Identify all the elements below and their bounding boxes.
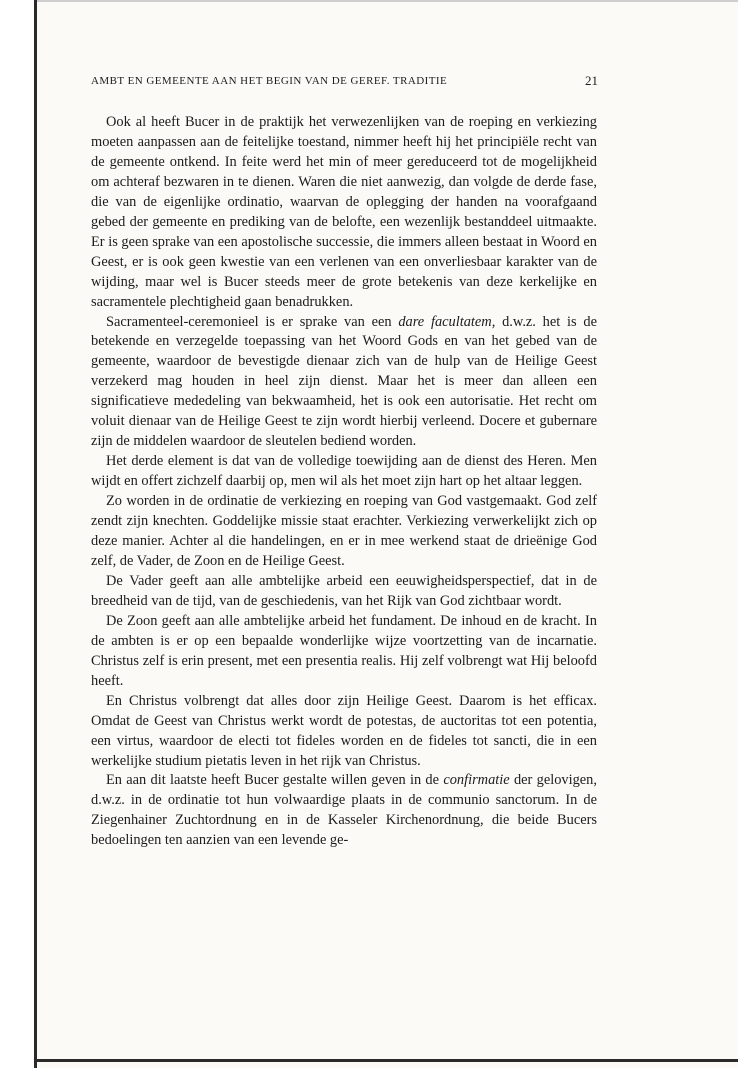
scan-bottom-edge bbox=[34, 1059, 738, 1062]
paragraph-text: De Zoon geeft aan alle ambtelijke arbeid het fundament. De inhoud en de kracht. In de ambten is er op een bepaalde wonderlijke wijze voortzetting van de incarnatie. Christus zelf is erin present, met een presentia realis. Hij zelf volbrengt wat Hij beloofd heeft. bbox=[91, 612, 597, 689]
paragraph-emphasis: confirmatie bbox=[443, 772, 510, 789]
paragraph-text: Het derde element is dat van de volledige toewijding aan de dienst des Heren. Men wijdt en offert zichzelf daarbij op, men wil als het moet zijn hart op het altaar leggen. bbox=[91, 453, 597, 490]
paragraph-emphasis: dare facultatem, bbox=[398, 313, 496, 330]
paragraph-8 bbox=[91, 771, 597, 851]
paragraph-3 bbox=[91, 452, 597, 492]
paragraph-4 bbox=[91, 492, 597, 572]
scan-left-edge bbox=[34, 0, 37, 1068]
running-head bbox=[91, 73, 598, 93]
paragraph-text: der gelovigen, d.w.z. in de ordinatie tot hun volwaardige plaats in de communio sanctorum. In de Ziegenhainer Zuchtordnung en in de Kasseler Kirchenordnung, die beide Bucers bedoelingen ten aanzien van een levende ge- bbox=[91, 772, 597, 849]
paragraph-text: d.w.z. het is de betekende en verzegelde toepassing van het Woord Gods en van het gebed van de gemeente, waardoor de bevestigde dienaar zich van de hulp van de Heilige Geest verzekerd mag houden in heel zijn dienst. Maar het is meer dan alleen een significatieve mededeling van bekwaamheid, het is ook een autorisatie. Het recht om voluit dienaar van de Heilige Geest te zijn wordt hierbij verleend. Docere et gubernare zijn de middelen waardoor de sleutelen bediend worden. bbox=[91, 313, 597, 450]
paragraph-text: Zo worden in de ordinatie de verkiezing en roeping van God vastgemaakt. God zelf zendt zijn knechten. Goddelijke missie staat erachter. Verkiezing verwerkelijkt zich op deze manier. Achter al die handelingen, en er in mee werkend staat de drieënige God zelf, de Vader, de Zoon en de Heilige Geest. bbox=[91, 493, 597, 569]
paragraph-text: Sacramenteel-ceremonieel is er sprake van een bbox=[106, 313, 399, 330]
paragraph-5 bbox=[91, 572, 597, 612]
paragraph-7 bbox=[91, 692, 597, 772]
running-head-title: AMBT EN GEMEENTE AAN HET BEGIN VAN DE GEREF. TRADITIE bbox=[91, 75, 448, 87]
body-text bbox=[91, 113, 597, 851]
paragraph-6 bbox=[91, 612, 597, 692]
page-number: 21 bbox=[585, 73, 598, 88]
paragraph-text: Ook al heeft Bucer in de praktijk het verwezenlijken van de roeping en verkiezing moeten aanpassen aan de feitelijke toestand, nimmer heeft hij het principiële recht van de gemeente ontkend. In feite werd het min of meer gereduceerd tot de mogelijkheid om achteraf bezwaren in te dienen. Waren die niet aanwezig, dan volgde de derde fase, die van de eigenlijke ordinatio, waarvan de oplegging der handen na voorafgaand gebed der gemeente en prediking van de belofte, een wezenlijk bestanddeel uitmaakte. Er is geen sprake van een apostolische successie, die immers alleen bestaat in Woord en Geest, er is ook geen kwestie van een verlenen van een onverliesbaar karakter van de wijding, maar wel is Bucer steeds meer de grote betekenis van deze kerkelijke en sacramentele plechtigheid gaan benadrukken. bbox=[91, 114, 597, 310]
scan-top-edge bbox=[37, 0, 738, 2]
paragraph-1 bbox=[91, 113, 597, 313]
paragraph-2 bbox=[91, 313, 597, 453]
paragraph-text: De Vader geeft aan alle ambtelijke arbeid een eeuwigheidsperspectief, dat in de breedheid van de tijd, van de geschiedenis, van het Rijk van God zichtbaar wordt. bbox=[91, 572, 597, 609]
paragraph-text: En Christus volbrengt dat alles door zijn Heilige Geest. Daarom is het efficax. Omdat de Geest van Christus werkt wordt de potestas, de auctoritas tot een potentia, een virtus, waardoor de electi tot fideles worden en de fideles tot sancti, die in een werkelijke studium pietatis leven in het rijk van Christus. bbox=[91, 692, 597, 769]
paragraph-text: En aan dit laatste heeft Bucer gestalte willen geven in de bbox=[106, 772, 444, 789]
